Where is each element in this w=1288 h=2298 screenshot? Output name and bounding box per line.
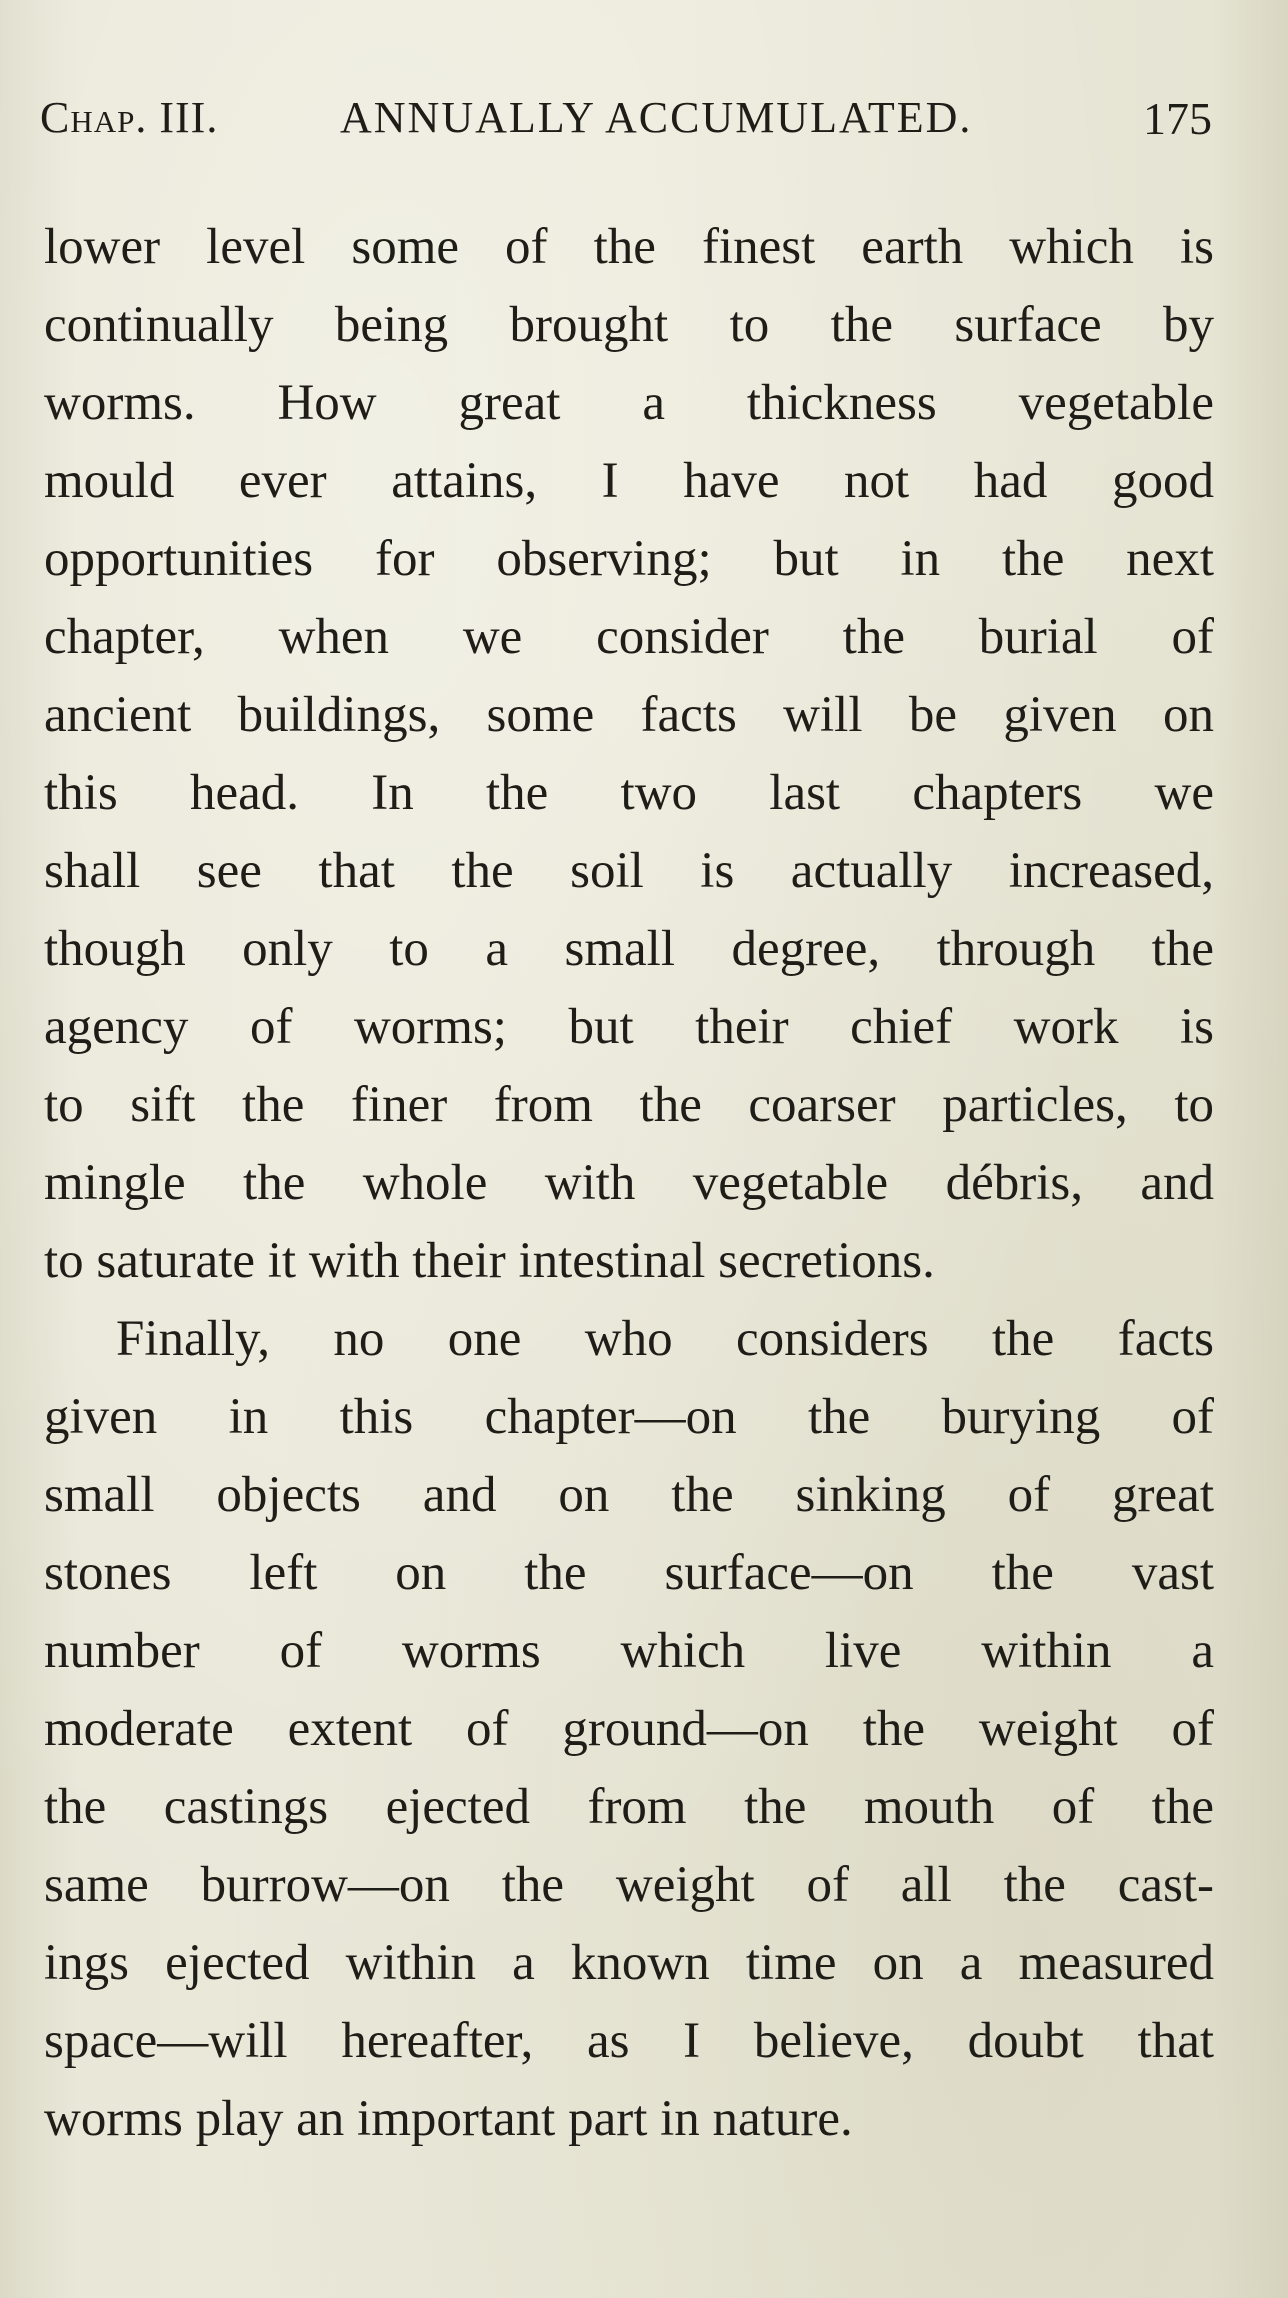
text-line: shall see that the soil is actually increased, [44,843,1214,899]
paragraph-2 [44,1300,1214,2158]
text-line: to sift the finer from the coarser particles, to [44,1077,1214,1133]
text-line: opportunities for observing; but in the next [44,531,1214,587]
text-line: to saturate it with their intestinal secretions. [44,1233,935,1289]
text-line: though only to a small degree, through the [44,921,1214,977]
text-line: given in this chapter—on the burying of [44,1389,1214,1445]
text-line: ings ejected within a known time on a measured [44,1935,1214,1991]
chapter-label: Chap. III. [40,93,219,142]
text-line: moderate extent of ground—on the weight of [44,1701,1214,1757]
text-line: this head. In the two last chapters we [44,765,1214,821]
text-line: lower level some of the finest earth which is [44,219,1214,275]
page-number: 175 [1143,93,1212,144]
paragraph-1 [44,208,1214,1300]
text-line: stones left on the surface—on the vast [44,1545,1214,1601]
text-line: same burrow—on the weight of all the cast- [44,1857,1214,1913]
text-line: ancient buildings, some facts will be given on [44,687,1214,743]
text-line: continually being brought to the surface by [44,297,1214,353]
text-line: the castings ejected from the mouth of the [44,1779,1214,1835]
text-line: worms play an important part in nature. [44,2091,853,2147]
text-line: agency of worms; but their chief work is [44,999,1214,1055]
running-head [40,92,1212,152]
text-line: mingle the whole with vegetable débris, and [44,1155,1214,1211]
text-line: chapter, when we consider the burial of [44,609,1214,665]
running-title: ANNUALLY ACCUMULATED. [340,93,973,142]
body-text [44,208,1214,2158]
text-line: mould ever attains, I have not had good [44,453,1214,509]
text-line: small objects and on the sinking of great [44,1467,1214,1523]
text-line: Finally, no one who considers the facts [116,1311,1214,1367]
text-line: space—will hereafter, as I believe, doubt that [44,2013,1214,2069]
text-line: worms. How great a thickness vegetable [44,375,1214,431]
text-line: number of worms which live within a [44,1623,1214,1679]
